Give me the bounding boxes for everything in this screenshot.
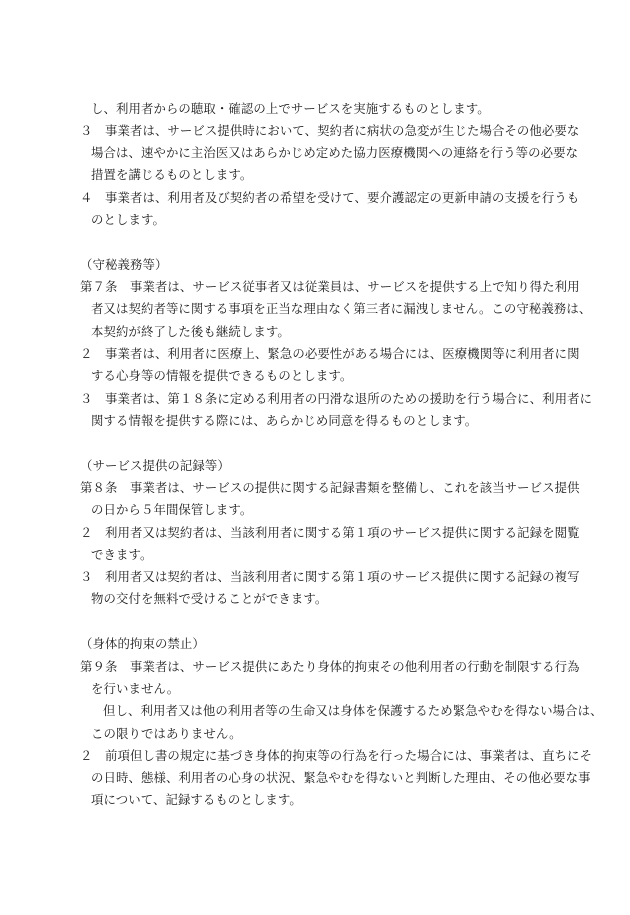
text-line: この限りではありません。 xyxy=(91,726,242,741)
text-line: ２ 事業者は、利用者に医療上、緊急の必要性がある場合には、医療機関等に利用者に関 xyxy=(80,346,580,361)
text-line: 場合は、速やかに主治医又はあらかじめ定めた協力医療機関への連絡を行う等の必要な xyxy=(91,145,579,160)
text-line: 物の交付を無料で受けることができます。 xyxy=(91,591,328,606)
text-line: ３ 利用者又は契約者は、当該利用者に関する第１項のサービス提供に関する記録の複写 xyxy=(80,569,580,584)
text-line: 措置を講じるものとします。 xyxy=(91,167,253,182)
section-heading: （サービス提供の記録等） xyxy=(80,458,230,473)
text-line: ２ 前項但し書の規定に基づき身体的拘束等の行為を行った場合には、事業者は、直ちにそ xyxy=(80,748,593,763)
text-line: ２ 利用者又は契約者は、当該利用者に関する第１項のサービス提供に関する記録を閲覧 xyxy=(80,525,580,540)
text-line: ３ 事業者は、第１８条に定める利用者の円滑な退所のための援助を行う場合に、利用者に xyxy=(80,391,593,406)
text-line: 第８条 事業者は、サービスの提供に関する記録書類を整備し、これを該当サービス提供 xyxy=(80,480,580,495)
text-line: 関する情報を提供する際には、あらかじめ同意を得るものとします。 xyxy=(91,413,478,428)
text-line: の日時、態様、利用者の心身の状況、緊急やむを得ないと判断した理由、その他必要な事 xyxy=(91,770,591,785)
text-line: できます。 xyxy=(91,547,153,562)
text-line: する心身等の情報を提供できるものとします。 xyxy=(91,368,353,383)
text-line: 本契約が終了した後も継続します。 xyxy=(91,324,290,339)
section-heading: （身体的拘束の禁止） xyxy=(80,636,205,651)
text-line: 者又は契約者等に関する事項を正当な理由なく第三者に漏洩しません。この守秘義務は、 xyxy=(91,301,592,316)
text-line: ４ 事業者は、利用者及び契約者の希望を受けて、要介護認定の更新申請の支援を行うも xyxy=(80,190,580,205)
text-line: 第９条 事業者は、サービス提供にあたり身体的拘束その他利用者の行動を制限する行為 xyxy=(80,659,580,674)
text-line: し、利用者からの聴取・確認の上でサービスを実施するものとします。 xyxy=(91,101,490,116)
text-line: 項について、記録するものとします。 xyxy=(91,792,302,807)
text-line: ３ 事業者は、サービス提供時において、契約者に病状の急変が生じた場合その他必要な xyxy=(80,123,580,138)
section-heading: （守秘義務等） xyxy=(80,257,168,272)
text-line: のとします。 xyxy=(91,212,165,227)
text-line: 但し、利用者又は他の利用者等の生命又は身体を保護するため緊急やむを得ない場合は、 xyxy=(103,703,603,718)
text-line: を行いません。 xyxy=(91,681,180,696)
text-line: の日から５年間保管します。 xyxy=(91,502,253,517)
text-line: 第７条 事業者は、サービス従事者又は従業員は、サービスを提供する上で知り得た利用 xyxy=(80,279,580,294)
